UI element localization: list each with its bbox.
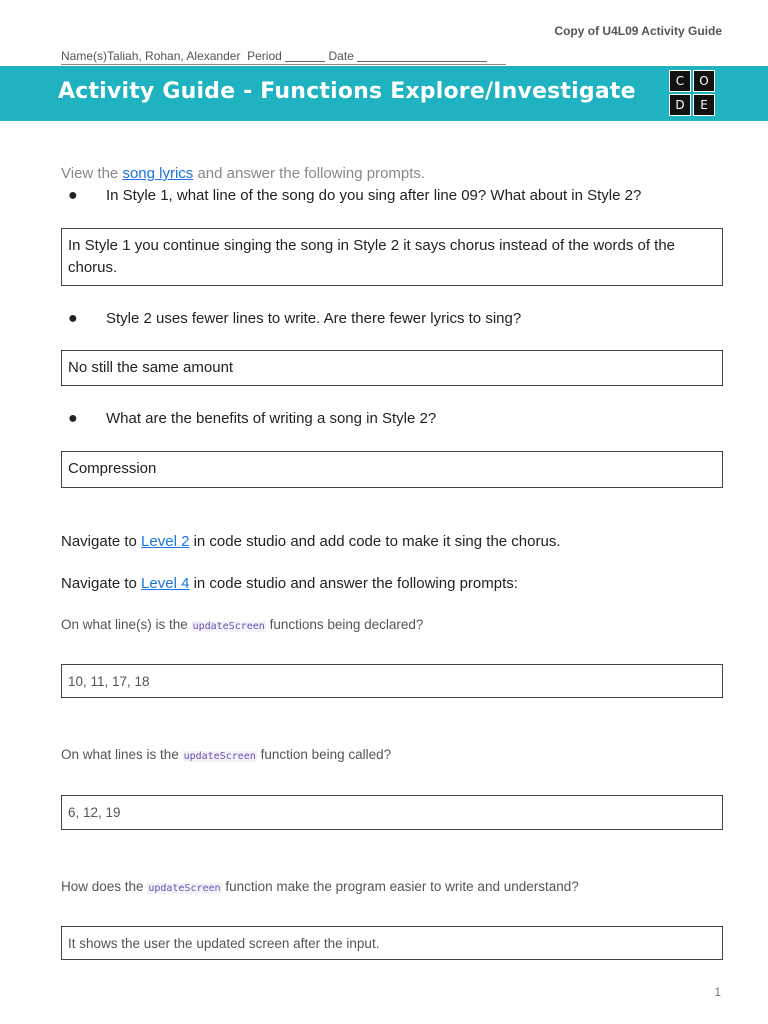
code-question-3 [61, 879, 579, 894]
nav-prefix: Navigate to [61, 575, 142, 592]
bullet-icon: ● [68, 310, 78, 327]
date-blank[interactable] [357, 61, 487, 62]
nav-prefix: Navigate to [61, 533, 142, 550]
name-label: Name(s) [61, 49, 108, 63]
nav-suffix: in code studio and add code to make it sing the chorus. [189, 533, 561, 550]
code-inline: updateScreen [148, 883, 221, 894]
question-suffix: functions being declared? [265, 617, 424, 632]
logo-letter: E [693, 94, 715, 116]
period-blank[interactable] [285, 61, 325, 62]
bullet-icon: ● [68, 410, 78, 427]
code-inline: updateScreen [192, 621, 265, 632]
code-answer-box-2[interactable]: 6, 12, 19 [61, 795, 723, 830]
code-answer-box-1[interactable]: 10, 11, 17, 18 [61, 664, 723, 698]
intro-prefix: View the [61, 165, 123, 182]
question-prefix: How does the [61, 879, 148, 894]
title-banner [0, 66, 768, 121]
document-title: Copy of U4L09 Activity Guide [554, 24, 722, 38]
code-org-logo [669, 70, 715, 116]
song-lyrics-link[interactable]: song lyrics [122, 165, 194, 182]
bullet-icon: ● [68, 187, 78, 204]
intro-suffix: and answer the following prompts. [193, 165, 426, 182]
code-inline: updateScreen [183, 751, 256, 762]
answer-box-3[interactable]: Compression [61, 451, 723, 488]
answer-box-1[interactable]: In Style 1 you continue singing the song in Style 2 it says chorus instead of the words of the chorus. [61, 228, 723, 286]
code-question-1 [61, 617, 423, 632]
level-4-link[interactable]: Level 4 [141, 575, 190, 592]
date-label: Date [328, 49, 354, 63]
answer-box-2[interactable]: No still the same amount [61, 350, 723, 386]
logo-letter: D [669, 94, 691, 116]
question-prefix: On what line(s) is the [61, 617, 192, 632]
code-question-2 [61, 747, 391, 762]
prompt-1-question: In Style 1, what line of the song do you sing after line 09? What about in Style 2? [106, 187, 642, 204]
intro-text [61, 165, 425, 182]
code-answer-box-3[interactable]: It shows the user the updated screen after the input. [61, 926, 723, 960]
nav-level-4 [61, 575, 518, 592]
question-prefix: On what lines is the [61, 747, 183, 762]
logo-letter: O [693, 70, 715, 92]
student-names[interactable]: Taliah, Rohan, Alexander [107, 49, 241, 63]
banner-title: Activity Guide - Functions Explore/Investigate [58, 79, 636, 104]
name-period-date-line [61, 49, 506, 65]
prompt-3 [68, 410, 436, 428]
logo-letter: C [669, 70, 691, 92]
prompt-2 [68, 310, 521, 328]
nav-level-2 [61, 533, 561, 550]
prompt-1 [68, 187, 641, 205]
period-label: Period [247, 49, 282, 63]
page-number: 1 [714, 985, 721, 999]
level-2-link[interactable]: Level 2 [141, 533, 190, 550]
nav-suffix: in code studio and answer the following prompts: [189, 575, 518, 592]
question-suffix: function being called? [256, 747, 392, 762]
prompt-2-question: Style 2 uses fewer lines to write. Are there fewer lyrics to sing? [106, 310, 522, 327]
question-suffix: function make the program easier to write and understand? [221, 879, 579, 894]
prompt-3-question: What are the benefits of writing a song in Style 2? [106, 410, 437, 427]
